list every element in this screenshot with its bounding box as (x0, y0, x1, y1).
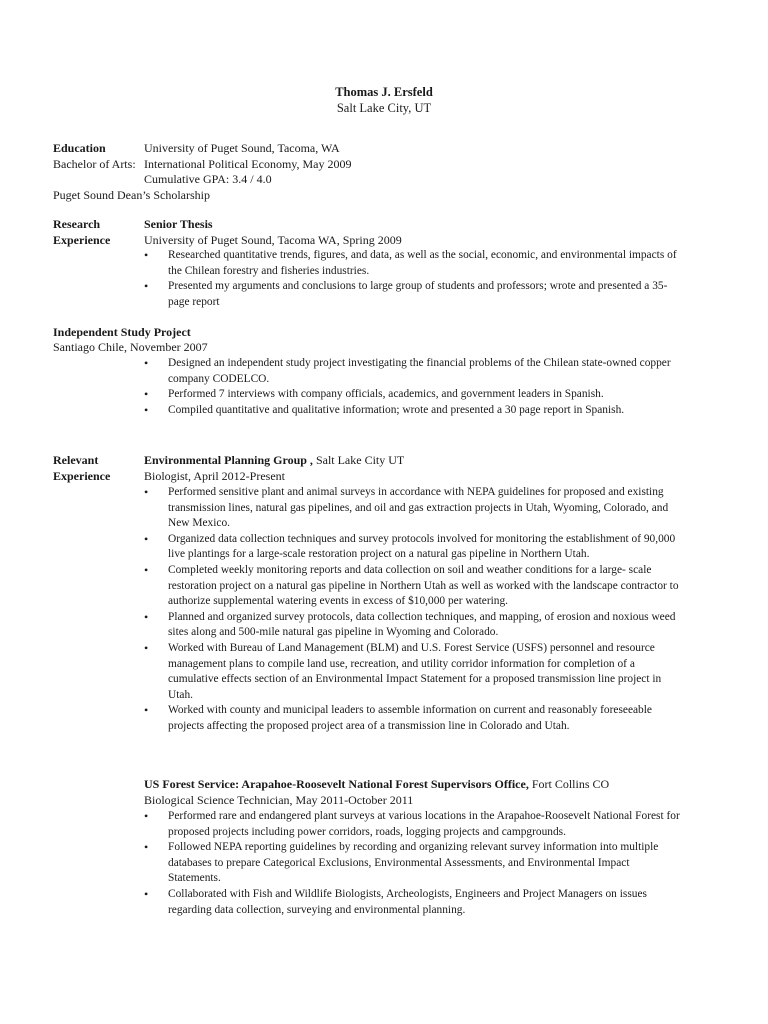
education-heading: Education (53, 141, 106, 155)
list-item: • Compiled quantitative and qualitative information; wrote and presented a 30 page report in Spanish. (144, 403, 684, 419)
relevant-heading-line2: Experience (53, 469, 111, 483)
list-item: • Performed 7 interviews with company officials, academics, and government leaders in Spanish. (144, 387, 684, 403)
job2-heading (144, 777, 609, 793)
independent-study-title: Independent Study Project (53, 325, 191, 339)
job2-role: Biological Science Technician, May 2011-October 2011 (144, 793, 414, 807)
list-item: • Performed rare and endangered plant surveys at various locations in the Arapahoe-Roosevelt National Forest for proposed projects including power corridors, roads, logging projects and campgrounds. (144, 809, 684, 840)
research-bullet-list (144, 248, 684, 310)
education-gpa: Cumulative GPA: 3.4 / 4.0 (144, 172, 272, 186)
list-item: • Presented my arguments and conclusions to large group of students and professors; wrote and presented a 35-page report (144, 279, 684, 310)
list-item: • Worked with county and municipal leaders to assemble information on current and reasonably foreseeable projects affecting the proposed project area of a transmission line in Colorado and Utah. (144, 703, 684, 734)
job1-employer: Environmental Planning Group , (144, 453, 313, 467)
candidate-location: Salt Lake City, UT (336, 101, 432, 115)
list-item: • Collaborated with Fish and Wildlife Biologists, Archeologists, Engineers and Project Managers on issues regarding data collection, surveying and environmental planning. (144, 887, 684, 918)
independent-study-location: Santiago Chile, November 2007 (53, 340, 208, 354)
degree-label: Bachelor of Arts: (53, 157, 136, 171)
candidate-name: Thomas J. Ersfeld (335, 85, 433, 99)
job2-employer: US Forest Service: Arapahoe-Roosevelt National Forest Supervisors Office, (144, 777, 529, 791)
independent-bullet-list (144, 356, 684, 418)
list-item: • Worked with Bureau of Land Management (BLM) and U.S. Forest Service (USFS) personnel and resource management plans to compile land use, recreation, and utility corridor information for completion of a cumulative effects section of an Environmental Impact Statement for a proposed transmission line project in Utah. (144, 641, 684, 703)
education-school: University of Puget Sound, Tacoma, WA (144, 141, 340, 155)
job1-role: Biologist, April 2012-Present (144, 469, 285, 483)
list-item: • Researched quantitative trends, figures, and data, as well as the social, economic, and environmental impacts of the Chilean forestry and fisheries industries. (144, 248, 684, 279)
resume-header (0, 84, 768, 116)
research-org: University of Puget Sound, Tacoma WA, Spring 2009 (144, 233, 402, 247)
job1-location: Salt Lake City UT (312, 453, 405, 467)
job2-location: Fort Collins CO (528, 777, 610, 791)
research-heading-line1: Research (53, 217, 101, 231)
list-item: • Followed NEPA reporting guidelines by recording and organizing relevant survey information into multiple databases to prepare Categorical Exclusions, Environmental Assessments, and Environmental Impact Statements. (144, 840, 684, 887)
job1-heading (144, 453, 404, 469)
job2-bullet-list (144, 809, 684, 918)
list-item: • Designed an independent study project investigating the financial problems of the Chilean state-owned copper company CODELCO. (144, 356, 684, 387)
education-honor: Puget Sound Dean’s Scholarship (53, 188, 210, 202)
research-title: Senior Thesis (144, 217, 213, 231)
research-heading-line2: Experience (53, 233, 111, 247)
list-item: • Performed sensitive plant and animal surveys in accordance with NEPA guidelines for proposed and existing transmission lines, natural gas pipelines, and oil and gas extraction projects in Utah, Wyoming, Colorado, and New Mexico. (144, 485, 684, 532)
list-item: • Organized data collection techniques and survey protocols involved for monitoring the establishment of 90,000 live plantings for a large-scale restoration project on a natural gas pipeline in Northern Utah. (144, 532, 684, 563)
job1-bullet-list (144, 485, 684, 735)
list-item: • Planned and organized survey protocols, data collection techniques, and mapping, of erosion and noxious weed sites along and 500-mile natural gas pipeline in Wyoming and Colorado. (144, 610, 684, 641)
degree-value: International Political Economy, May 2009 (144, 157, 352, 171)
list-item: • Completed weekly monitoring reports and data collection on soil and weather conditions for a large- scale restoration project on a natural gas pipeline in Northern Utah as well as worked with the landscape contractor to authorize supplemental watering events in excess of $10,000 per watering. (144, 563, 684, 610)
relevant-heading-line1: Relevant (53, 453, 99, 467)
